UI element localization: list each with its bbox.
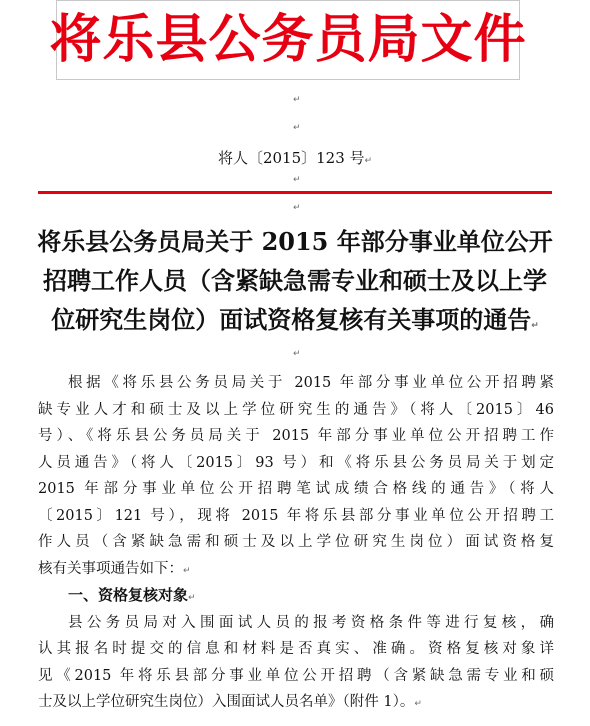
body-line: 根据《将乐县公务员局关于 2015 年部分事业单位公开招聘紧	[68, 375, 554, 391]
section-heading	[38, 582, 554, 610]
document-header-title: 将乐县公务员局文件	[49, 10, 527, 70]
body-line: 认其报名时提交的信息和材料是否真实、准确。资格复核对象详	[38, 641, 554, 657]
body-line: 缺专业人才和硕士及以上学位研究生的通告》（将人〔2015〕46	[38, 401, 554, 418]
notice-body	[38, 370, 554, 716]
document-number-text: 将人〔2015〕123 号	[217, 149, 365, 167]
paragraph-mark-icon: ↵	[293, 175, 301, 185]
body-line	[38, 689, 554, 716]
body-line: 县公务员局对入围面试人员的报考资格条件等进行复核，确	[68, 614, 554, 631]
paragraph-mark-icon: ↵	[531, 321, 539, 331]
red-separator-line	[38, 191, 552, 194]
body-line-text: 核有关事项通告如下：	[38, 560, 183, 577]
paragraph-mark-icon: ↵	[183, 565, 191, 576]
body-line-text: 士及以上学位研究生岗位）入围面试人员名单》（附件 1）。	[38, 694, 415, 710]
paragraph-mark-icon: ↵	[414, 699, 422, 709]
body-line: 2015 年部分事业单位公开招聘笔试成绩合格线的通告》（将人	[38, 481, 554, 497]
notice-title-line: 招聘工作人员（含紧缺急需专业和硕士及以上学	[43, 266, 547, 295]
document-header-box	[49, 0, 527, 80]
document-number	[0, 147, 590, 168]
body-line: 人员通告》（将人〔2015〕93 号）和《将乐县公务员局关于划定	[38, 454, 554, 471]
notice-title-line-text: 位研究生岗位）面试资格复核有关事项的通告	[51, 305, 532, 334]
notice-title-line	[30, 300, 560, 339]
body-line: 号）、《将乐县公务员局关于 2015 年部分事业单位公开招聘工作	[38, 428, 554, 444]
section-heading-text: 一、资格复核对象	[68, 586, 189, 604]
paragraph-mark-icon: ↵	[293, 123, 301, 133]
paragraph-mark-icon: ↵	[188, 593, 196, 603]
paragraph-mark-icon: ↵	[293, 349, 301, 359]
notice-title	[30, 222, 560, 339]
paragraph-mark-icon: ↵	[364, 156, 373, 166]
body-line: 〔2015〕121 号），现将 2015 年将乐县部分事业单位公开招聘工	[38, 507, 554, 524]
body-line	[38, 556, 554, 583]
body-line: 作人员（含紧缺急需和硕士及以上学位研究生岗位）面试资格复	[38, 534, 554, 550]
paragraph-mark-icon: ↵	[293, 95, 301, 105]
paragraph-mark-icon: ↵	[293, 203, 301, 213]
body-line: 见《2015 年将乐县部分事业单位公开招聘（含紧缺急需专业和硕	[38, 667, 554, 684]
notice-title-line: 将乐县公务员局关于 2015 年部分事业单位公开	[37, 227, 553, 256]
